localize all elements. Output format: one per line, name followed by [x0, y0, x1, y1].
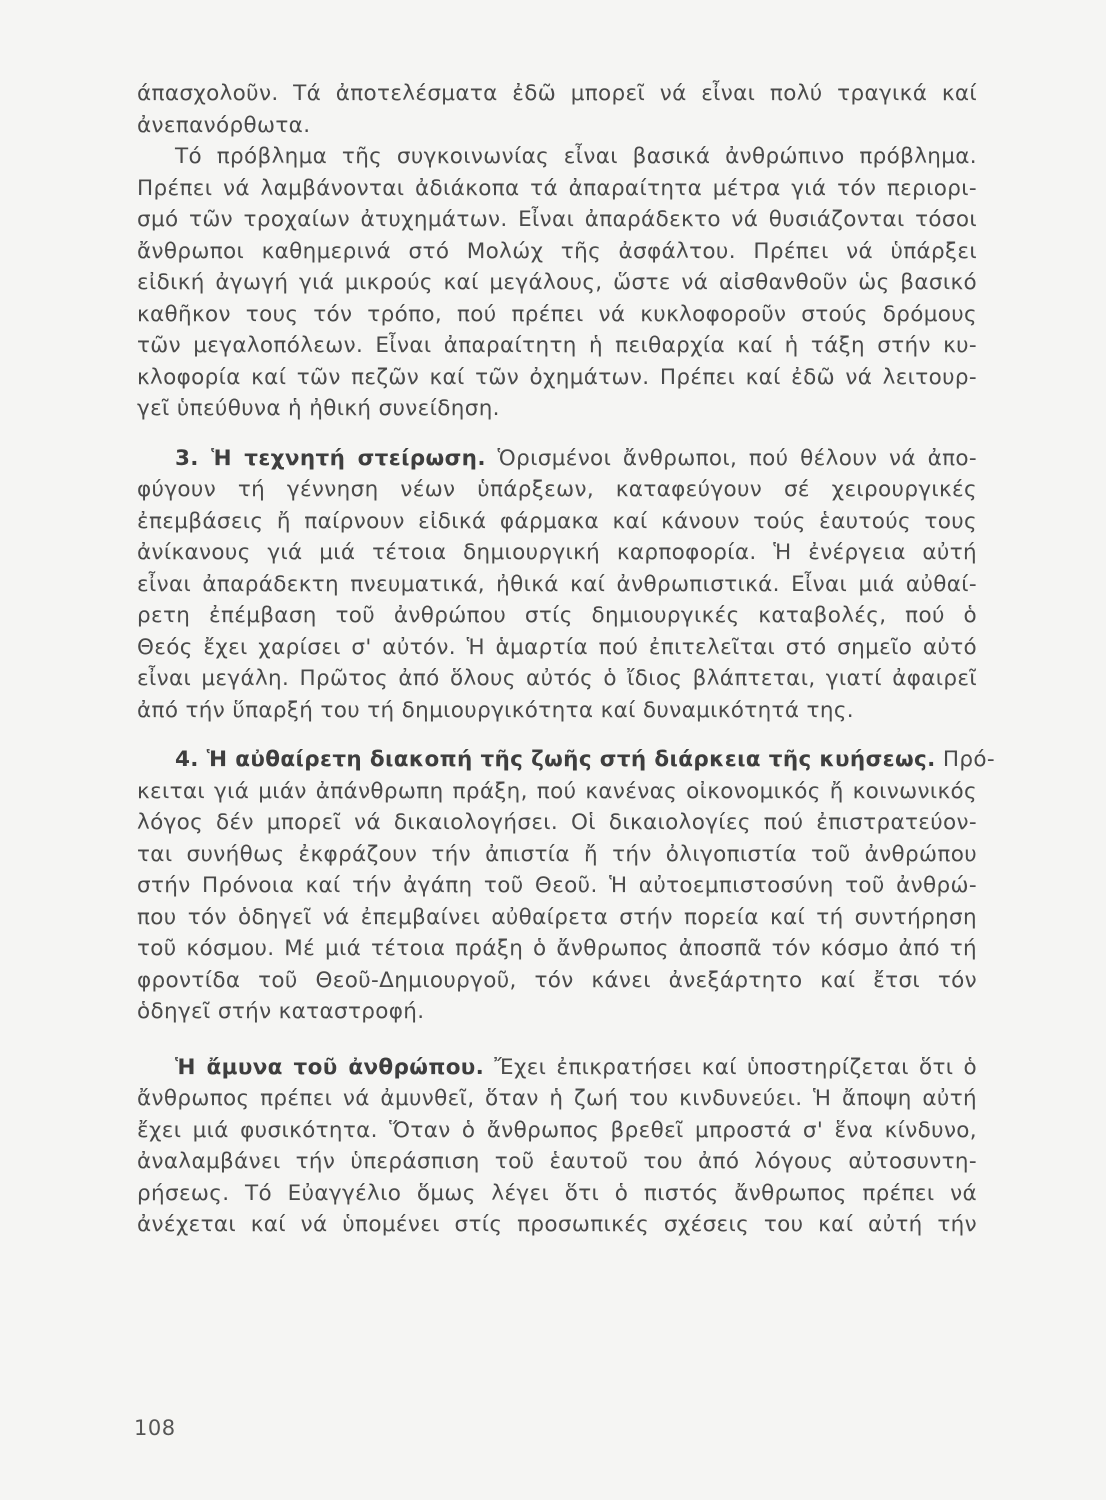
text-line: σμό τῶν τροχαίων ἀτυχημάτων. Εἶναι ἀπαράδεκτο νά θυσιάζονται τόσοι	[137, 207, 977, 232]
section-heading: Ἡ ἄμυνα τοῦ ἀνθρώπου.	[175, 1054, 485, 1080]
text-line: κειται γιά μιάν ἀπάνθρωπη πράξη, πού κανένας οἰκονομικός ἤ κοινωνικός	[137, 778, 977, 804]
text-line: ἄνθρωποι καθημερινά στό Μολώχ τῆς ἀσφάλτου. Πρέπει νά ὑπάρξει	[137, 238, 977, 264]
text-run: Ἔχει ἐπικρατήσει καί ὑποστηρίζεται ὅτι ὁ	[484, 1054, 977, 1080]
text-line: ἀνεπανόρθωτα.	[137, 112, 311, 138]
text-line: ἀναλαμβάνει τήν ὑπεράσπιση τοῦ ἑαυτοῦ του ἀπό λόγους αὐτοσυντη-	[137, 1149, 977, 1174]
text-line: ἀπό τήν ὕπαρξή του τή δημιουργικότητα καί δυναμικότητά της.	[137, 697, 854, 723]
section-heading: 3. Ἡ τεχνητή στείρωση.	[175, 445, 486, 471]
paragraph-gap	[137, 726, 977, 744]
page-text	[137, 78, 995, 1241]
text-line: τῶν μεγαλοπόλεων. Εἶναι ἀπαραίτητη ἡ πειθαρχία καί ἡ τάξη στήν κυ-	[137, 333, 977, 358]
text-line: φύγουν τή γέννηση νέων ὑπάρξεων, καταφεύγουν σέ χειρουργικές	[137, 477, 977, 502]
text-line: εἶναι μεγάλη. Πρῶτος ἀπό ὅλους αὐτός ὁ ἴδιος βλάπτεται, γιατί ἀφαιρεῖ	[137, 666, 977, 691]
section-first-line	[137, 1052, 977, 1084]
paragraph-gap	[137, 425, 977, 443]
text-run: Ὁρισμένοι ἄνθρωποι, πού θέλουν νά ἀπο-	[485, 445, 977, 471]
text-line: Τό πρόβλημα τῆς συγκοινωνίας εἶναι βασικά ἀνθρώπινο πρόβλημα.	[175, 144, 977, 169]
section-sterilization	[137, 443, 977, 727]
text-line: άπασχολοῦν. Τά ἀποτελέσματα ἐδῶ μπορεῖ νά εἶναι πολύ τραγικά καί	[137, 81, 977, 106]
text-line: τοῦ κόσμου. Μέ μιά τέτοια πράξη ὁ ἄνθρωπος ἀποσπᾶ τόν κόσμο ἀπό τή	[137, 936, 977, 961]
text-line: εἶναι ἀπαράδεκτη πνευματικά, ἠθικά καί ἀνθρωπιστικά. Εἶναι μιά αὐθαί-	[137, 571, 977, 597]
text-line: ρήσεως. Τό Εὐαγγέλιο ὅμως λέγει ὅτι ὁ πιστός ἄνθρωπος πρέπει νά	[137, 1180, 977, 1206]
text-line: ται συνήθως ἐκφράζουν τήν ἀπιστία ἤ τήν ὀλιγοπιστία τοῦ ἀνθρώπου	[137, 841, 977, 867]
text-line: ὁδηγεῖ στήν καταστροφή.	[137, 999, 425, 1024]
text-line: ἐπεμβάσεις ἤ παίρνουν εἰδικά φάρμακα καί κάνουν τούς ἑαυτούς τους	[137, 508, 977, 534]
text-line: κλοφορία καί τῶν πεζῶν καί τῶν ὀχημάτων. Πρέπει καί ἐδῶ νά λειτουρ-	[137, 364, 977, 390]
text-line: φροντίδα τοῦ Θεοῦ-Δημιουργοῦ, τόν κάνει ἀνεξάρτητο καί ἔτσι τόν	[137, 967, 977, 993]
paragraph-traffic	[137, 141, 977, 425]
paragraph-gap	[137, 1028, 977, 1052]
text-run: Πρό-	[935, 747, 995, 772]
text-line: ἄνθρωπος πρέπει νά ἀμυνθεῖ, ὅταν ἡ ζωή του κινδυνεύει. Ἡ ἄποψη αὐτή	[137, 1086, 977, 1111]
text-line: ἀνέχεται καί νά ὑπομένει στίς προσωπικές σχέσεις του καί αὐτή τήν	[137, 1212, 977, 1237]
page-number: 108	[134, 1416, 176, 1440]
text-line: καθῆκον τους τόν τρόπο, πού πρέπει νά κυκλοφοροῦν στούς δρόμους	[137, 301, 977, 327]
text-line: γεῖ ὑπεύθυνα ἡ ἠθική συνείδηση.	[137, 396, 500, 421]
paragraph-continued	[137, 78, 977, 141]
text-line: στήν Πρόνοια καί τήν ἀγάπη τοῦ Θεοῦ. Ἡ αὐτοεμπιστοσύνη τοῦ ἀνθρώ-	[137, 873, 977, 898]
section-heading: 4. Ἡ αὐθαίρετη διακοπή τῆς ζωῆς στή διάρκεια τῆς κυήσεως.	[175, 747, 936, 772]
text-line: ἔχει μιά φυσικότητα. Ὅταν ὁ ἄνθρωπος βρεθεῖ μπροστά σ' ἕνα κίνδυνο,	[137, 1117, 977, 1143]
section-abortion	[137, 744, 995, 1028]
text-line: Πρέπει νά λαμβάνονται ἀδιάκοπα τά ἀπαραίτητα μέτρα γιά τόν περιορι-	[137, 175, 977, 201]
section-self-defense	[137, 1052, 977, 1241]
text-line: Θεός ἔχει χαρίσει σ' αὐτόν. Ἡ ἁμαρτία πού ἐπιτελεῖται στό σημεῖο αὐτό	[137, 634, 977, 660]
text-line: ἀνίκανους γιά μιά τέτοια δημιουργική καρποφορία. Ἡ ἐνέργεια αὐτή	[137, 540, 977, 565]
text-line: εἰδική ἀγωγή γιά μικρούς καί μεγάλους, ὥστε νά αἰσθανθοῦν ὡς βασικό	[137, 270, 977, 295]
section-first-line	[137, 443, 977, 475]
text-line: που τόν ὁδηγεῖ νά ἐπεμβαίνει αὐθαίρετα στήν πορεία καί τή συντήρηση	[137, 904, 977, 930]
text-line: λόγος δέν μπορεῖ νά δικαιολογήσει. Οἱ δικαιολογίες πού ἐπιστρατεύον-	[137, 810, 977, 835]
text-line: ρετη ἐπέμβαση τοῦ ἀνθρώπου στίς δημιουργικές καταβολές, πού ὁ	[137, 603, 977, 628]
section-first-line	[137, 744, 995, 776]
